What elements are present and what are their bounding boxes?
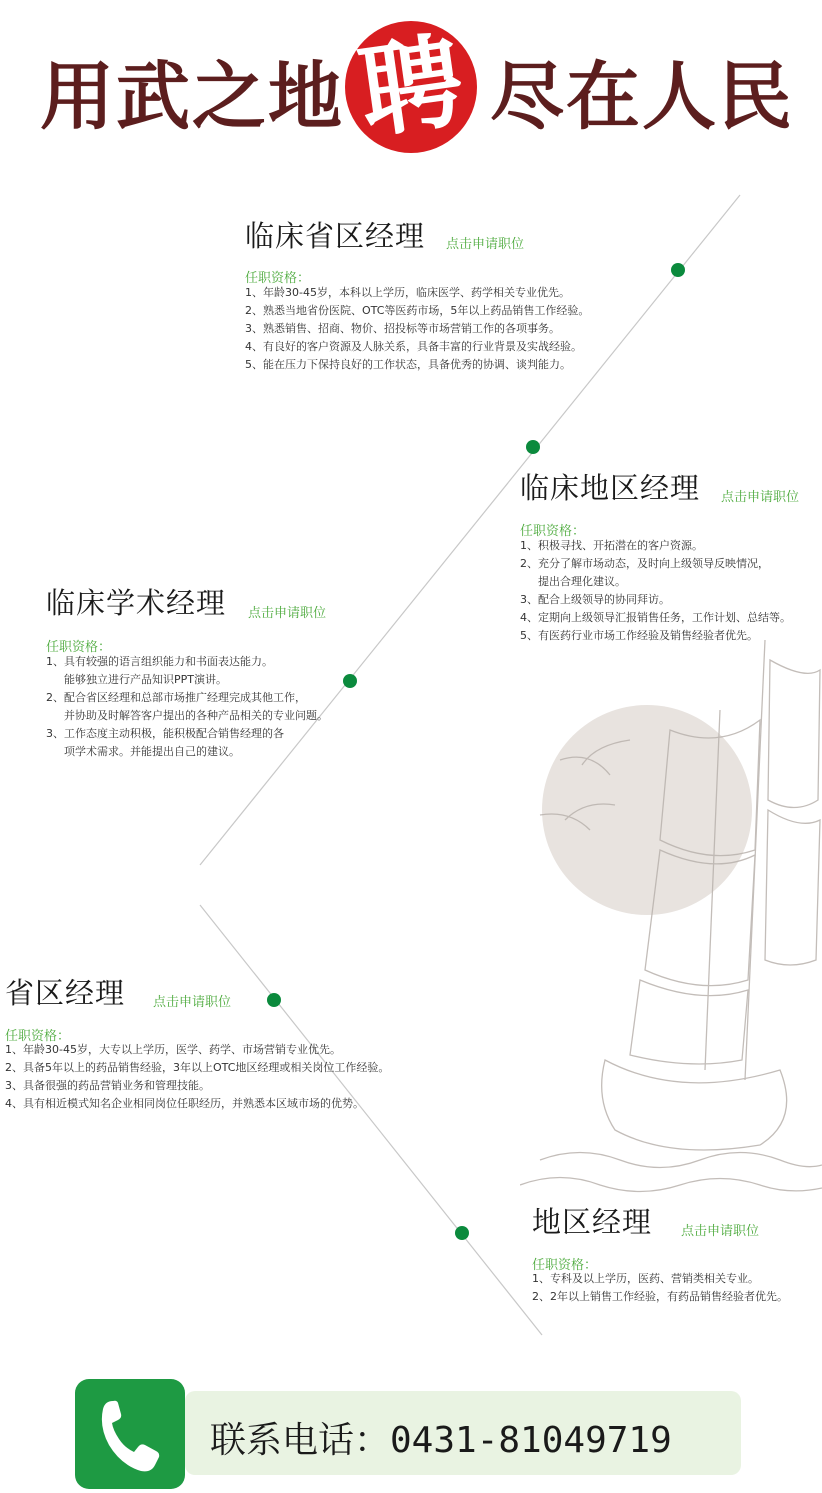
job-title: 临床省区经理 [245, 219, 426, 253]
requirements-label: 任职资格： [5, 1029, 71, 1044]
job-title: 省区经理 [5, 976, 126, 1010]
requirements-list [532, 1270, 788, 1306]
requirement-item: 2、熟悉当地省份医院、OTC等医药市场，5年以上药品销售工作经验。 [245, 304, 590, 317]
apply-link[interactable]: 点击申请职位 [153, 995, 232, 1010]
requirements-label: 任职资格： [520, 524, 586, 539]
requirement-item: 并协助及时解答客户提出的各种产品相关的专业问题。 [64, 709, 328, 722]
timeline-dot [267, 993, 281, 1007]
requirement-item: 4、具有相近模式知名企业相同岗位任职经历，并熟悉本区域市场的优势。 [5, 1097, 364, 1110]
requirements-list [5, 1041, 389, 1113]
requirement-item: 2、充分了解市场动态，及时向上级领导反映情况， [520, 557, 769, 570]
phone-icon-box[interactable] [75, 1379, 185, 1489]
requirements-label: 任职资格： [46, 640, 112, 655]
requirement-item: 2、具备5年以上的药品销售经验，3年以上OTC地区经理或相关岗位工作经验。 [5, 1061, 390, 1074]
requirement-item: 项学术需求。并能提出自己的建议。 [64, 745, 240, 758]
banner-slogan-right: 尽在人民 [490, 54, 794, 140]
requirement-item: 3、工作态度主动积极，能积极配合销售经理的各 [46, 727, 284, 740]
apply-link[interactable]: 点击申请职位 [681, 1224, 760, 1239]
requirement-item: 1、专科及以上学历，医药、营销类相关专业。 [532, 1272, 759, 1285]
requirement-item: 1、年龄30-45岁，大专以上学历，医学、药学、市场营销专业优先。 [5, 1043, 341, 1056]
timeline-line-lower [200, 905, 542, 1335]
phone-icon [75, 1379, 185, 1489]
timeline-dot [343, 674, 357, 688]
requirements-list [245, 284, 589, 374]
requirement-item: 2、2年以上销售工作经验，有药品销售经验者优先。 [532, 1290, 788, 1303]
requirement-item: 3、具备很强的药品营销业务和管理技能。 [5, 1079, 210, 1092]
requirement-item: 1、年龄30-45岁，本科以上学历，临床医学、药学相关专业优先。 [245, 286, 570, 299]
requirement-item: 能够独立进行产品知识PPT演讲。 [64, 673, 227, 686]
requirement-item: 提出合理化建议。 [538, 575, 626, 588]
timeline-dot [526, 440, 540, 454]
requirement-item: 3、配合上级领导的协同拜访。 [520, 593, 670, 606]
requirement-item: 4、定期向上级领导汇报销售任务，工作计划、总结等。 [520, 611, 791, 624]
timeline-dot [671, 263, 685, 277]
banner-slogan-left: 用武之地 [40, 54, 344, 140]
job-title: 地区经理 [532, 1205, 653, 1239]
requirements-list [520, 537, 791, 645]
requirement-item: 1、具有较强的语言组织能力和书面表达能力。 [46, 655, 273, 668]
requirement-item: 2、配合省区经理和总部市场推广经理完成其他工作， [46, 691, 306, 704]
apply-link[interactable]: 点击申请职位 [446, 237, 525, 252]
requirements-label: 任职资格： [532, 1258, 598, 1273]
seal-character: 聘 [352, 20, 470, 154]
contact-phone-number: 联系电话：0431-81049719 [210, 1420, 672, 1461]
job-title: 临床地区经理 [520, 471, 701, 505]
requirement-item: 3、熟悉销售、招商、物价、招投标等市场营销工作的各项事务。 [245, 322, 560, 335]
requirement-item: 1、积极寻找、开拓潜在的客户资源。 [520, 539, 703, 552]
requirement-item: 5、能在压力下保持良好的工作状态，具备优秀的协调、谈判能力。 [245, 358, 571, 371]
apply-link[interactable]: 点击申请职位 [721, 490, 800, 505]
apply-link[interactable]: 点击申请职位 [248, 606, 327, 621]
requirements-label: 任职资格： [245, 271, 311, 286]
requirements-list [46, 653, 328, 761]
requirement-item: 5、有医药行业市场工作经验及销售经验者优先。 [520, 629, 758, 642]
job-title: 临床学术经理 [46, 586, 227, 620]
requirement-item: 4、有良好的客户资源及人脉关系，具备丰富的行业背景及实战经验。 [245, 340, 582, 353]
timeline-dot [455, 1226, 469, 1240]
